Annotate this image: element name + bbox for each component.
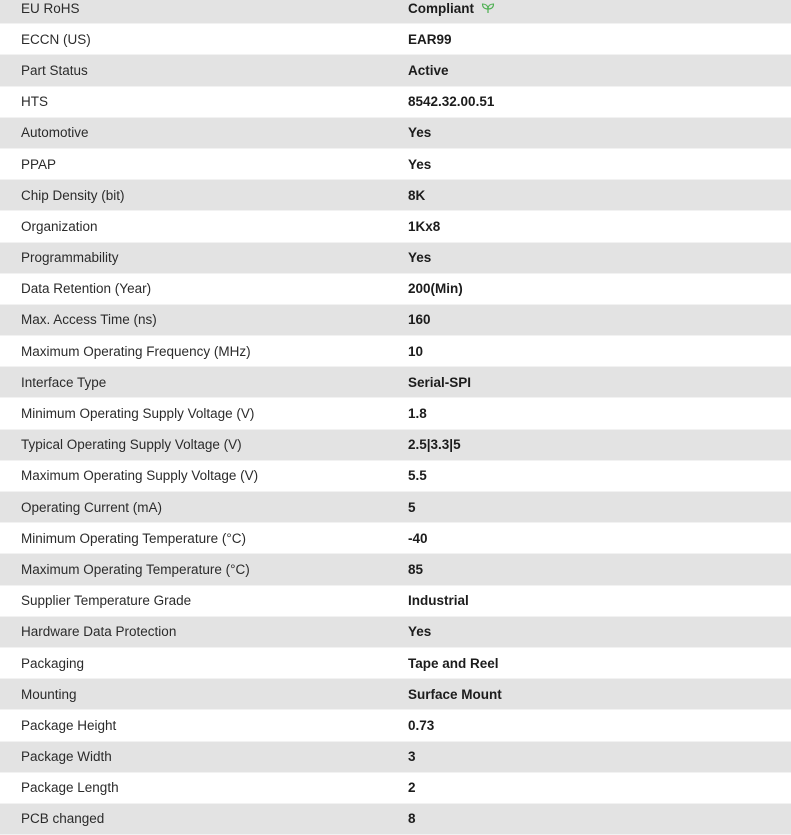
spec-label: Package Length xyxy=(21,780,119,796)
spec-label: Maximum Operating Frequency (MHz) xyxy=(21,343,251,359)
spec-value xyxy=(408,188,791,203)
spec-label: Data Retention (Year) xyxy=(21,281,152,297)
spec-value xyxy=(408,780,791,795)
spec-value-text: 1Kx8 xyxy=(408,218,441,234)
spec-label: Automotive xyxy=(21,125,89,141)
spec-value xyxy=(408,500,791,515)
spec-value xyxy=(408,1,791,16)
spec-value-text: 200(Min) xyxy=(408,281,463,297)
spec-label: ECCN (US) xyxy=(21,31,91,47)
spec-label: Mounting xyxy=(21,686,77,702)
table-row xyxy=(0,679,791,710)
table-row xyxy=(0,336,791,367)
spec-value xyxy=(408,624,791,639)
spec-label: Supplier Temperature Grade xyxy=(21,593,192,609)
spec-value-text: -40 xyxy=(408,530,428,546)
spec-label: Typical Operating Supply Voltage (V) xyxy=(21,437,242,453)
spec-value-text: Yes xyxy=(408,125,432,141)
spec-value xyxy=(408,125,791,140)
spec-label: Maximum Operating Supply Voltage (V) xyxy=(21,468,259,484)
leaf-icon xyxy=(481,2,495,14)
table-row xyxy=(0,742,791,773)
spec-value-text: 2.5|3.3|5 xyxy=(408,437,461,453)
spec-value xyxy=(408,375,791,390)
spec-value-text: Yes xyxy=(408,156,432,172)
spec-value xyxy=(408,219,791,234)
table-row xyxy=(0,492,791,523)
spec-label: Package Width xyxy=(21,749,112,765)
spec-label: PCB changed xyxy=(21,811,105,827)
spec-value xyxy=(408,312,791,327)
spec-value-text: Tape and Reel xyxy=(408,655,499,671)
spec-value xyxy=(408,437,791,452)
spec-value xyxy=(408,811,791,826)
table-row xyxy=(0,87,791,118)
spec-value xyxy=(408,63,791,78)
spec-label: Chip Density (bit) xyxy=(21,187,125,203)
spec-label: Hardware Data Protection xyxy=(21,624,177,640)
table-row xyxy=(0,430,791,461)
table-row xyxy=(0,617,791,648)
spec-value-text: Surface Mount xyxy=(408,686,502,702)
spec-value-text: 1.8 xyxy=(408,406,427,422)
spec-value xyxy=(408,94,791,109)
spec-label: Max. Access Time (ns) xyxy=(21,312,157,328)
spec-value-text: 5 xyxy=(408,499,416,515)
table-row xyxy=(0,243,791,274)
table-row xyxy=(0,648,791,679)
spec-value xyxy=(408,32,791,47)
spec-label: EU RoHS xyxy=(21,0,80,16)
table-row xyxy=(0,55,791,86)
spec-value-text: EAR99 xyxy=(408,31,452,47)
spec-value xyxy=(408,406,791,421)
spec-value-text: 5.5 xyxy=(408,468,427,484)
spec-value-text: Yes xyxy=(408,624,432,640)
table-row xyxy=(0,804,791,835)
table-row xyxy=(0,118,791,149)
spec-label: Part Status xyxy=(21,62,88,78)
spec-value xyxy=(408,718,791,733)
table-row xyxy=(0,149,791,180)
table-row xyxy=(0,24,791,55)
table-row xyxy=(0,398,791,429)
spec-value xyxy=(408,281,791,296)
spec-label: Minimum Operating Temperature (°C) xyxy=(21,530,246,546)
table-row xyxy=(0,211,791,242)
spec-label: Package Height xyxy=(21,717,117,733)
spec-value xyxy=(408,749,791,764)
spec-value xyxy=(408,250,791,265)
table-row xyxy=(0,274,791,305)
spec-label: Packaging xyxy=(21,655,85,671)
table-row xyxy=(0,710,791,741)
spec-value xyxy=(408,562,791,577)
spec-value xyxy=(408,656,791,671)
table-row xyxy=(0,523,791,554)
table-row xyxy=(0,586,791,617)
spec-value-text: Compliant xyxy=(408,0,474,16)
spec-label: Maximum Operating Temperature (°C) xyxy=(21,561,250,577)
spec-label: HTS xyxy=(21,94,48,110)
table-row xyxy=(0,0,791,24)
spec-label: Organization xyxy=(21,218,98,234)
spec-value-text: Serial-SPI xyxy=(408,374,472,390)
table-row xyxy=(0,367,791,398)
spec-value-text: 8 xyxy=(408,811,416,827)
spec-value-text: 8542.32.00.51 xyxy=(408,94,495,110)
spec-value xyxy=(408,531,791,546)
spec-label: Programmability xyxy=(21,250,119,266)
spec-value-text: 3 xyxy=(408,749,416,765)
table-row xyxy=(0,461,791,492)
spec-label: Interface Type xyxy=(21,374,107,390)
spec-value xyxy=(408,687,791,702)
table-row xyxy=(0,773,791,804)
spec-label: PPAP xyxy=(21,156,57,172)
spec-value xyxy=(408,468,791,483)
spec-value-text: 160 xyxy=(408,312,431,328)
spec-label: Minimum Operating Supply Voltage (V) xyxy=(21,406,255,422)
spec-value xyxy=(408,593,791,608)
spec-label: Operating Current (mA) xyxy=(21,499,163,515)
spec-value-text: Industrial xyxy=(408,593,469,609)
spec-value-text: 0.73 xyxy=(408,717,435,733)
spec-value-text: Yes xyxy=(408,250,432,266)
spec-value-text: 85 xyxy=(408,561,424,577)
spec-value-text: 8K xyxy=(408,187,426,203)
table-row xyxy=(0,180,791,211)
spec-value-text: 2 xyxy=(408,780,416,796)
spec-value-text: Active xyxy=(408,62,449,78)
spec-value xyxy=(408,344,791,359)
spec-value-text: 10 xyxy=(408,343,424,359)
table-row xyxy=(0,554,791,585)
table-row xyxy=(0,305,791,336)
spec-value xyxy=(408,157,791,172)
